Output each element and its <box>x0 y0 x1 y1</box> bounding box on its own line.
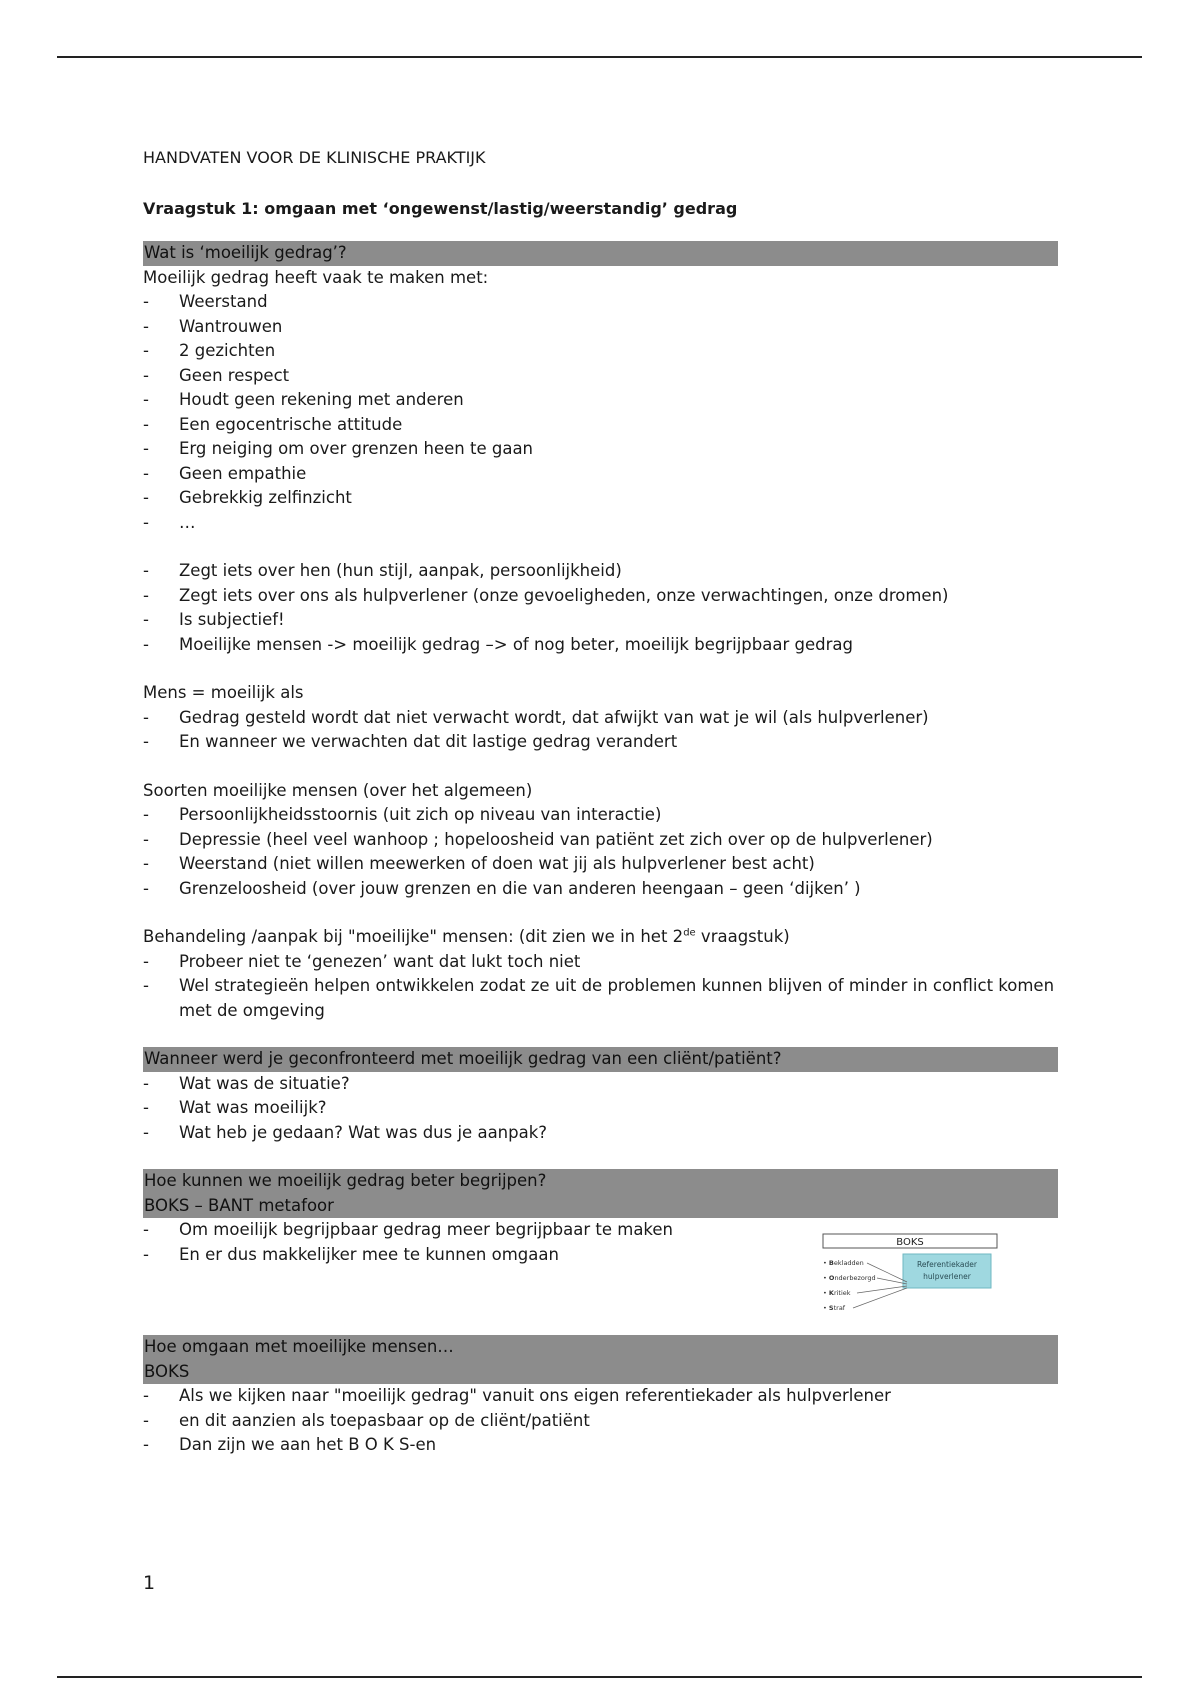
soorten-intro: Soorten moeilijke mensen (over het algemeen) <box>143 780 533 800</box>
list-item: - Geen empathie <box>143 462 1058 487</box>
document-title: HANDVATEN VOOR DE KLINISCHE PRAKTIJK <box>143 148 486 167</box>
list-omgaan <box>143 1384 1058 1458</box>
list-item: - Houdt geen rekening met anderen <box>143 388 1058 413</box>
referentiekader-line2: hulpverlener <box>923 1272 971 1281</box>
list-item: - Weerstand <box>143 290 1058 315</box>
document-subtitle: Vraagstuk 1: omgaan met ‘ongewenst/lastig/weerstandig’ gedrag <box>143 198 738 218</box>
list-item: - Wat heb je gedaan? Wat was dus je aanpak? <box>143 1121 1058 1146</box>
list-item: - Gebrekkig zelfinzicht <box>143 486 1058 511</box>
list-item: - Wantrouwen <box>143 315 1058 340</box>
list-item: - Erg neiging om over grenzen heen te gaan <box>143 437 1058 462</box>
list-item: - Weerstand (niet willen meewerken of doen wat jij als hulpverlener best acht) <box>143 852 1058 877</box>
list-item: - Om moeilijk begrijpbaar gedrag meer begrijpbaar te maken <box>143 1218 1058 1243</box>
mens-intro: Mens = moeilijk als <box>143 683 304 702</box>
list-item: - … <box>143 511 1058 536</box>
referentiekader-line1: Referentiekader <box>917 1260 977 1269</box>
list-mens <box>143 706 1058 755</box>
list-item: - Depressie (heel veel wanhoop ; hopeloosheid van patiënt zet zich over op de hulpverlener) <box>143 828 1058 853</box>
bottom-rule <box>57 1676 1142 1678</box>
list-item: - Wat was moeilijk? <box>143 1096 1058 1121</box>
list-behandeling <box>143 950 1058 1024</box>
boks-row <box>143 1218 1058 1312</box>
section-heading-begrijpen: Hoe kunnen we moeilijk gedrag beter begrijpen? BOKS – BANT metafoor <box>143 1169 1058 1218</box>
list-item: - Persoonlijkheidsstoornis (uit zich op niveau van interactie) <box>143 803 1058 828</box>
boks-item-o: • Onderbezorgd <box>823 1274 876 1282</box>
behandeling-intro: Behandeling /aanpak bij "moeilijke" mensen: (dit zien we in het 2de vraagstuk) <box>143 927 790 946</box>
boks-connectors <box>853 1263 907 1308</box>
list-item: - Wat was de situatie? <box>143 1072 1058 1097</box>
list-item: - En wanneer we verwachten dat dit lastige gedrag verandert <box>143 730 1058 755</box>
list-betekenis <box>143 559 1058 657</box>
top-rule <box>57 56 1142 58</box>
list-item: - Gedrag gesteld wordt dat niet verwacht wordt, dat afwijkt van wat je wil (als hulpverlener) <box>143 706 1058 731</box>
list-item: - 2 gezichten <box>143 339 1058 364</box>
list-soorten <box>143 803 1058 901</box>
boks-item-s: • Straf <box>823 1304 846 1312</box>
list-item: - Is subjectief! <box>143 608 1058 633</box>
list-item: - Als we kijken naar "moeilijk gedrag" vanuit ons eigen referentiekader als hulpverlener <box>143 1384 1058 1409</box>
list-item: - Een egocentrische attitude <box>143 413 1058 438</box>
section-heading-moeilijk-gedrag: Wat is ‘moeilijk gedrag’? <box>143 241 1058 266</box>
list-item: - Moeilijke mensen -> moeilijk gedrag –> of nog beter, moeilijk begrijpbaar gedrag <box>143 633 1058 658</box>
list-item: - En er dus makkelijker mee te kunnen omgaan <box>143 1243 1058 1268</box>
section-heading-omgaan: Hoe omgaan met moeilijke mensen… BOKS <box>143 1335 1058 1384</box>
list-item: - Probeer niet te ‘genezen’ want dat lukt toch niet <box>143 950 1058 975</box>
list-confrontatie <box>143 1072 1058 1146</box>
document-body <box>143 146 1058 1458</box>
list-item: - Zegt iets over hen (hun stijl, aanpak, persoonlijkheid) <box>143 559 1058 584</box>
list-item: - Zegt iets over ons als hulpverlener (onze gevoeligheden, onze verwachtingen, onze dromen) <box>143 584 1058 609</box>
list-kenmerken <box>143 290 1058 535</box>
boks-diagram <box>815 1232 1005 1322</box>
list-item: - en dit aanzien als toepasbaar op de cliënt/patiënt <box>143 1409 1058 1434</box>
list-item: - Wel strategieën helpen ontwikkelen zodat ze uit de problemen kunnen blijven of minder in conflict komen met de omgeving <box>143 974 1058 1023</box>
boks-item-b: • Bekladden <box>823 1259 864 1267</box>
list-item: - Geen respect <box>143 364 1058 389</box>
section-heading-confrontatie: Wanneer werd je geconfronteerd met moeilijk gedrag van een cliënt/patiënt? <box>143 1047 1058 1072</box>
list-item: - Dan zijn we aan het B O K S-en <box>143 1433 1058 1458</box>
list-item: - Grenzeloosheid (over jouw grenzen en die van anderen heengaan – geen ‘dijken’ ) <box>143 877 1058 902</box>
section-intro: Moeilijk gedrag heeft vaak te maken met: <box>143 267 489 287</box>
boks-item-k: • Kritiek <box>823 1289 851 1297</box>
page-number: 1 <box>143 1572 156 1594</box>
boks-title: BOKS <box>896 1237 924 1248</box>
